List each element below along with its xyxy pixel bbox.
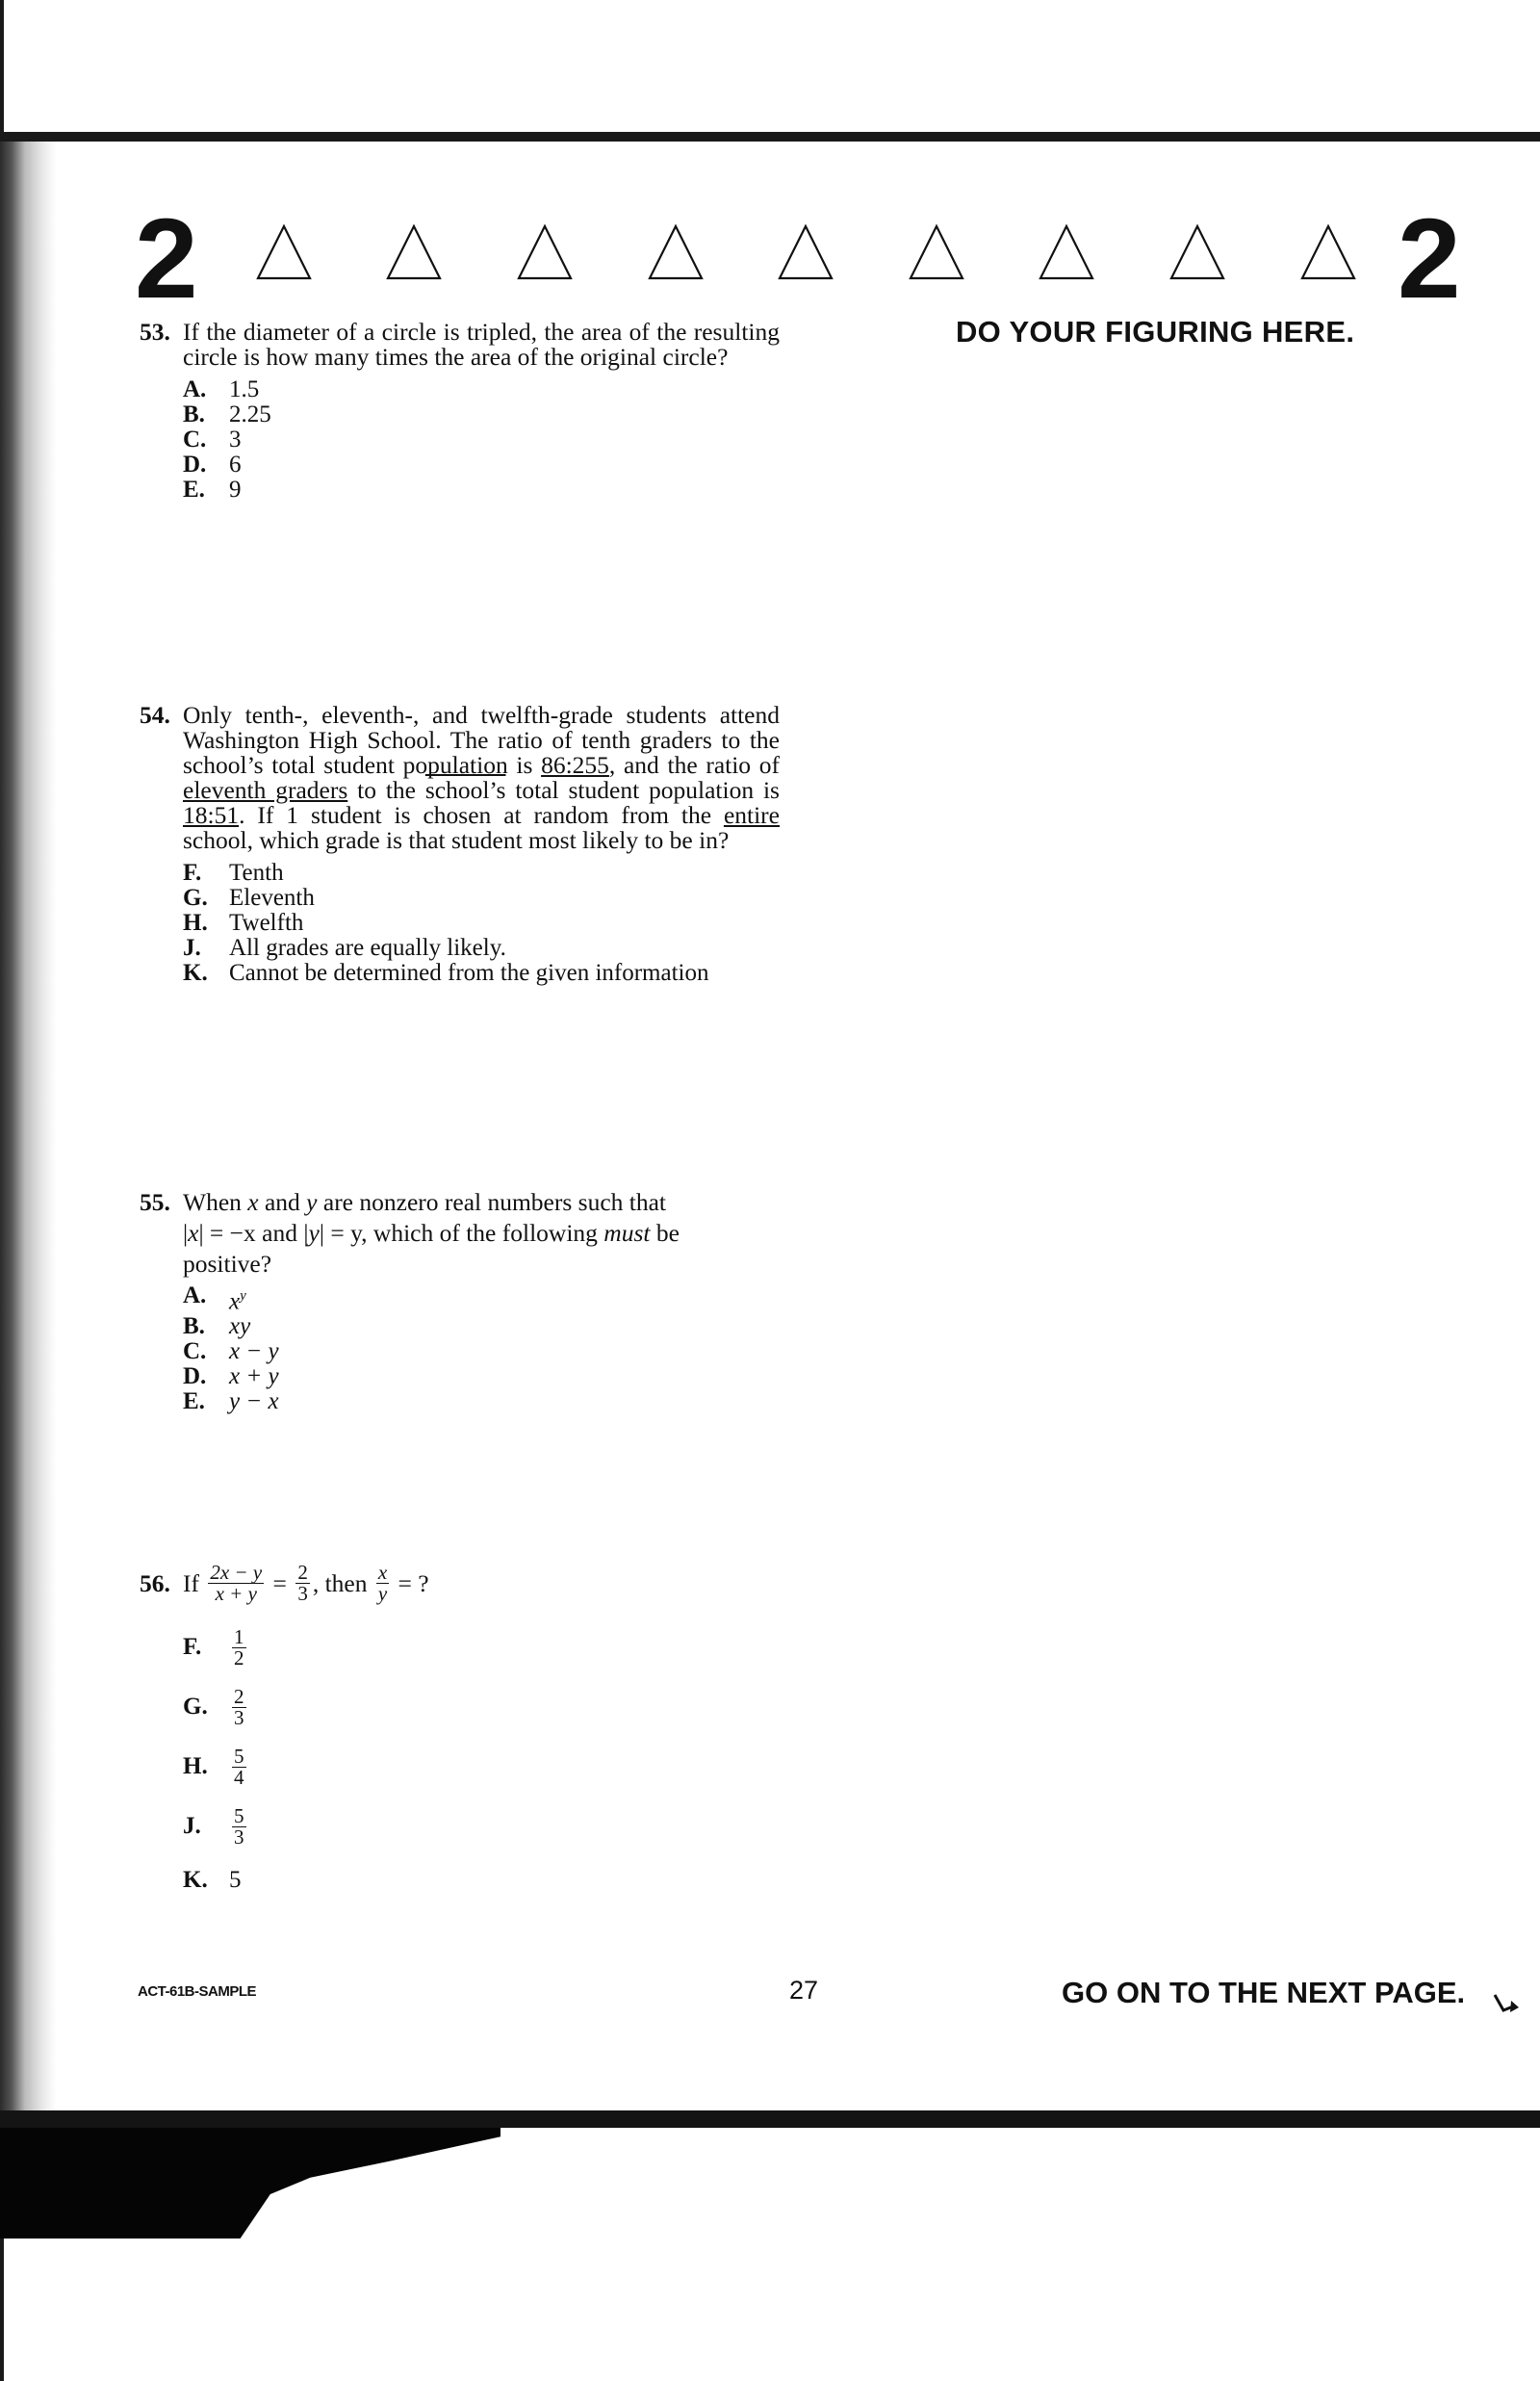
- abs-y: |y|: [303, 1219, 324, 1247]
- answer-option-b[interactable]: B. 2.25: [183, 401, 271, 427]
- question-number: 56.: [140, 1568, 170, 1597]
- scan-shadow: [0, 2128, 500, 2239]
- question-text: Only tenth-, eleventh-, and twelfth-grade students attend Washington High School. The ratio of tenth graders to the school’s total student population is 86:255, and the ratio of eleventh graders to the school’s total student population is 18:51. If 1 student is chosen at random from the entire school, which grade is that student most likely to be in?: [183, 701, 780, 854]
- triangle-icon: [908, 223, 965, 281]
- entire-word: entire: [723, 801, 780, 829]
- triangle-icon: [647, 223, 705, 281]
- section-number-left: 2: [135, 195, 198, 323]
- question-text: If $\frac{2x - y}{x + y}$ = $\frac{2}{3}$ , then $\frac{x}{y}$ = ?: [183, 1561, 429, 1605]
- triangle-icon: [516, 223, 574, 281]
- triangle-icon: [1038, 223, 1095, 281]
- answer-option-f[interactable]: F. $\frac{1}{2}$: [183, 1624, 244, 1669]
- answer-option-g[interactable]: G. $\frac{2}{3}$: [183, 1684, 244, 1729]
- page-number: 27: [789, 1976, 819, 2005]
- question-number: 54.: [140, 701, 170, 729]
- answer-option-j[interactable]: J. All grades are equally likely.: [183, 935, 506, 961]
- answer-option-d[interactable]: D. x + y: [183, 1363, 279, 1390]
- answer-option-h[interactable]: H. Twelfth: [183, 910, 304, 936]
- answer-option-d[interactable]: D. 6: [183, 452, 242, 478]
- triangle-icon: [1299, 223, 1357, 281]
- schools-word: school’s: [424, 776, 506, 804]
- scan-binding-shadow: [0, 135, 56, 2118]
- answer-option-k[interactable]: K. 5: [183, 1867, 242, 1893]
- question-text: When x and y are nonzero real numbers such that |x| = −x and |y| = y, which of the following must be positive?: [183, 1188, 680, 1278]
- answer-options: [183, 377, 780, 503]
- triangle-icon: [777, 223, 834, 281]
- question-55: [140, 1187, 780, 1414]
- triangle-icon: [255, 223, 313, 281]
- answer-option-b[interactable]: B. xy: [183, 1313, 251, 1340]
- fraction-lhs: $\frac{2x - y}{x + y}$: [210, 1561, 263, 1605]
- abs-x: |x|: [183, 1219, 204, 1247]
- question-54: [140, 703, 780, 986]
- question-number: 55.: [140, 1188, 170, 1216]
- eleventh-graders: eleventh graders: [183, 776, 348, 804]
- fraction-query: $\frac{x}{y}$: [377, 1561, 388, 1605]
- arrow-icon: [1490, 1989, 1521, 2020]
- ratio-tenth: 86:255: [541, 751, 609, 779]
- question-number: 53.: [140, 318, 170, 346]
- figuring-label: DO YOUR FIGURING HERE.: [956, 315, 1355, 349]
- triangle-icon: [385, 223, 443, 281]
- question-53: [140, 320, 780, 503]
- answer-option-f[interactable]: F. Tenth: [183, 860, 284, 886]
- answer-option-c[interactable]: C. x − y: [183, 1338, 279, 1365]
- answer-option-j[interactable]: J. $\frac{5}{3}$: [183, 1803, 244, 1849]
- answer-option-k[interactable]: K. Cannot be determined from the given information: [183, 960, 709, 986]
- answer-option-h[interactable]: H. $\frac{5}{4}$: [183, 1744, 244, 1789]
- footer-form-code: ACT-61B-SAMPLE: [138, 1983, 257, 2000]
- fraction-rhs: $\frac{2}{3}$: [297, 1561, 308, 1605]
- answer-option-g[interactable]: G. Eleventh: [183, 885, 315, 911]
- answer-options: [183, 1618, 780, 1904]
- answer-option-a[interactable]: A. 1.5: [183, 376, 260, 402]
- answer-option-e[interactable]: E. 9: [183, 477, 242, 503]
- triangle-icon: [1168, 223, 1226, 281]
- answer-option-c[interactable]: C. 3: [183, 427, 242, 453]
- ratio-eleventh: 18:51: [183, 801, 240, 829]
- question-56: [140, 1563, 780, 1904]
- question-text: If the diameter of a circle is tripled, the area of the resulting circle is how many times the area of the original circle?: [183, 318, 780, 371]
- top-rule: [0, 132, 1540, 142]
- section-number-right: 2: [1398, 195, 1461, 323]
- answer-option-a[interactable]: A. $x^y$: [183, 1282, 246, 1315]
- answer-option-e[interactable]: E. y − x: [183, 1388, 279, 1415]
- next-page-instruction: GO ON TO THE NEXT PAGE.: [1062, 1976, 1466, 2009]
- answer-options: [183, 861, 780, 986]
- bottom-rule: [0, 2110, 1540, 2128]
- answer-options: [183, 1283, 780, 1414]
